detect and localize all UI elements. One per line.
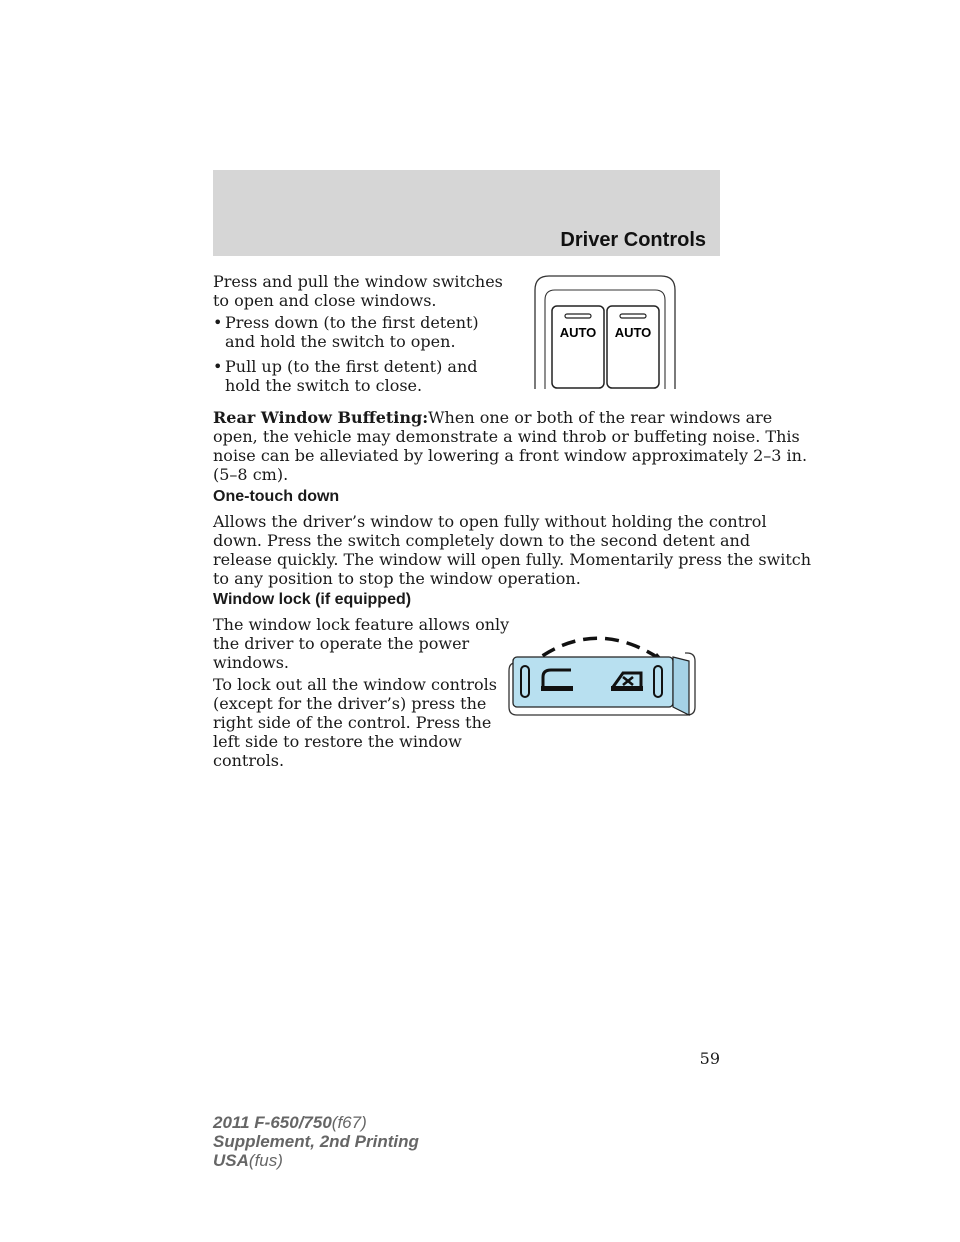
window-switch-illustration xyxy=(525,272,685,390)
window-lock-illustration xyxy=(505,625,700,720)
rear-buffeting-line: (5–8 cm). xyxy=(213,465,289,484)
one-touch-paragraph xyxy=(213,512,811,588)
window-lock-line: To lock out all the window controls xyxy=(213,675,497,694)
auto-label: AUTO xyxy=(559,325,597,340)
window-lock-line: (except for the driver’s) press the xyxy=(213,694,487,713)
intro-line: Press and pull the window switches xyxy=(213,272,503,291)
one-touch-line: Allows the driver’s window to open fully without holding the control xyxy=(213,512,767,531)
one-touch-line: to any position to stop the window operation. xyxy=(213,569,581,588)
bullet-line: Pull up (to the first detent) and xyxy=(225,357,478,376)
one-touch-line: down. Press the switch completely down to the second detent and xyxy=(213,531,751,550)
bullet-line: Press down (to the first detent) xyxy=(225,313,479,332)
rear-buffeting-line: noise can be alleviated by lowering a front window approximately 2–3 in. xyxy=(213,446,808,465)
bullet-line: hold the switch to close. xyxy=(225,376,423,395)
footer-market-code: (fus) xyxy=(248,1151,283,1170)
window-lock-line: The window lock feature allows only xyxy=(213,615,510,634)
one-touch-heading: One-touch down xyxy=(213,488,340,505)
footer-market: USA xyxy=(213,1151,249,1170)
rear-buffeting-line: open, the vehicle may demonstrate a wind throb or buffeting noise. This xyxy=(213,427,800,446)
footer-edition: Supplement, 2nd Printing xyxy=(213,1132,419,1151)
window-lock-line: left side to restore the window xyxy=(213,732,462,751)
intro-line: to open and close windows. xyxy=(213,291,437,310)
one-touch-line: release quickly. The window will open fully. Momentarily press the switch xyxy=(213,550,812,569)
window-lock-line: controls. xyxy=(213,751,285,770)
window-lock-paragraph-1 xyxy=(213,615,509,672)
window-lock-heading: Window lock (if equipped) xyxy=(213,591,412,608)
intro-paragraph xyxy=(213,272,503,310)
window-lock-line: right side of the control. Press the xyxy=(213,713,492,732)
rear-buffeting-line: When one or both of the rear windows are xyxy=(428,408,773,427)
section-title: Driver Controls xyxy=(560,229,706,251)
header-band xyxy=(213,170,720,256)
bullet-line: and hold the switch to open. xyxy=(225,332,456,351)
window-lock-line: windows. xyxy=(213,653,289,672)
page-number: 59 xyxy=(699,1049,720,1068)
window-lock-line: the driver to operate the power xyxy=(213,634,470,653)
auto-label: AUTO xyxy=(614,325,652,340)
lock-panel xyxy=(513,657,673,707)
print-footer xyxy=(213,1113,419,1170)
footer-code: (f67) xyxy=(331,1113,367,1132)
rear-buffeting-lead: Rear Window Buffeting: xyxy=(213,408,429,427)
rear-buffeting-paragraph xyxy=(213,408,807,484)
window-lock-paragraph-2 xyxy=(213,675,497,770)
footer-model: 2011 F-650/750 xyxy=(213,1113,332,1132)
